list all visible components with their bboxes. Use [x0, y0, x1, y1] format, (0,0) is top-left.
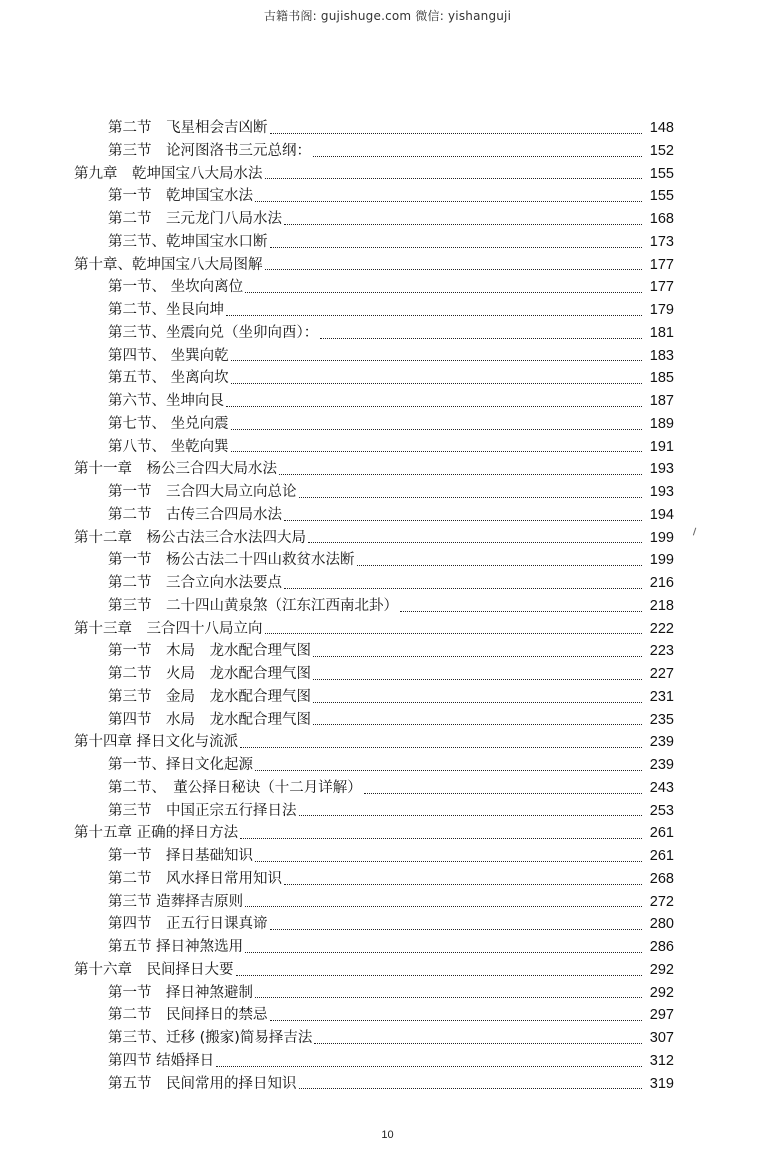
dot-leader: [236, 975, 643, 976]
dot-leader: [284, 588, 642, 589]
toc-section-entry: [74, 322, 674, 345]
toc-section-entry: [74, 913, 674, 936]
toc-entry-page: 199: [649, 529, 674, 546]
dot-leader: [313, 156, 642, 157]
toc-entry-title: 第二节 民间择日的禁忌: [108, 1007, 268, 1024]
toc-section-entry: [74, 367, 674, 390]
toc-entry-title: 第三节 金局 龙水配合理气图: [108, 688, 311, 705]
dot-leader: [226, 406, 642, 407]
toc-entry-page: 155: [649, 188, 674, 205]
watermark-header: 古籍书阁: gujishuge.com 微信: yishanguji: [263, 9, 512, 23]
dot-leader: [308, 542, 642, 543]
dot-leader: [231, 383, 642, 384]
toc-entry-page: 319: [649, 1075, 674, 1092]
toc-entry-page: 239: [649, 734, 674, 751]
toc-section-entry: [74, 413, 674, 436]
toc-entry-page: 168: [649, 211, 674, 227]
toc-entry-page: 194: [649, 506, 674, 523]
toc-section-entry: [74, 663, 674, 686]
toc-entry-title: 第十二章 杨公古法三合水法四大局: [74, 529, 306, 546]
dot-leader: [270, 133, 643, 134]
dot-leader: [265, 269, 643, 270]
dot-leader: [299, 1088, 643, 1089]
toc-entry-page: 148: [649, 120, 674, 136]
toc-entry-page: 177: [649, 256, 674, 273]
toc-section-entry: [74, 390, 674, 413]
toc-entry-title: 第二节 三元龙门八局水法: [108, 211, 282, 227]
dot-leader: [313, 702, 642, 703]
dot-leader: [299, 815, 643, 816]
dot-leader: [255, 861, 642, 862]
toc-entry-title: 第六节、坐坤向艮: [108, 393, 224, 409]
dot-leader: [313, 656, 642, 657]
toc-entry-page: 218: [649, 597, 674, 614]
dot-leader: [245, 906, 642, 907]
toc-entry-title: 第二节、坐艮向坤: [108, 302, 224, 318]
toc-entry-page: 173: [649, 233, 674, 250]
toc-entry-title: 第五节、 坐离向坎: [108, 370, 229, 387]
toc-section-entry: [74, 936, 674, 959]
toc-entry-title: 第一节 三合四大局立向总论: [108, 484, 297, 500]
dot-leader: [320, 338, 642, 339]
toc-section-entry: [74, 1050, 674, 1073]
toc-chapter-entry: [74, 822, 674, 845]
toc-entry-page: 280: [649, 916, 674, 933]
dot-leader: [314, 1043, 642, 1044]
dot-leader: [313, 724, 642, 725]
toc-entry-page: 253: [649, 802, 674, 819]
toc-section-entry: [74, 686, 674, 709]
toc-entry-page: 292: [649, 961, 674, 978]
toc-entry-title: 第三节 二十四山黄泉煞（江东江西南北卦）: [108, 597, 398, 614]
toc-entry-title: 第二节 古传三合四局水法: [108, 506, 282, 523]
dot-leader: [270, 929, 643, 930]
toc-entry-page: 179: [649, 302, 674, 318]
toc-section-entry: [74, 185, 674, 208]
toc-entry-page: 155: [649, 165, 674, 182]
toc-entry-page: 177: [649, 279, 674, 296]
toc-entry-title: 第三节 中国正宗五行择日法: [108, 802, 297, 819]
dot-leader: [245, 952, 642, 953]
toc-entry-title: 第七节、 坐兑向震: [108, 415, 229, 432]
dot-leader: [255, 201, 642, 202]
toc-entry-page: 193: [649, 461, 674, 478]
toc-entry-title: 第二节 飞星相会吉凶断: [108, 120, 268, 136]
toc-entry-title: 第四节 水局 龙水配合理气图: [108, 711, 311, 728]
toc-section-entry: [74, 481, 674, 504]
dot-leader: [255, 770, 642, 771]
toc-section-entry: [74, 1073, 674, 1096]
toc-entry-title: 第一节 杨公古法二十四山救贫水法断: [108, 552, 355, 569]
toc-section-entry: [74, 777, 674, 800]
toc-entry-title: 第十六章 民间择日大要: [74, 961, 234, 978]
toc-section-entry: [74, 640, 674, 663]
toc-entry-title: 第八节、 坐乾向巽: [108, 438, 229, 455]
dot-leader: [240, 838, 642, 839]
toc-chapter-entry: [74, 527, 674, 550]
toc-entry-page: 222: [649, 620, 674, 637]
toc-entry-title: 第一节 乾坤国宝水法: [108, 188, 253, 205]
toc-section-entry: [74, 140, 674, 163]
dot-leader: [240, 747, 642, 748]
toc-entry-page: 272: [649, 893, 674, 910]
toc-entry-page: 235: [649, 711, 674, 728]
toc-entry-title: 第十五章 正确的择日方法: [74, 825, 239, 842]
toc-entry-title: 第三节、坐震向兑（坐卯向酉）：: [108, 324, 319, 341]
toc-section-entry: [74, 572, 674, 595]
toc-entry-page: 231: [649, 688, 674, 705]
dot-leader: [313, 679, 642, 680]
toc-entry-page: 243: [649, 779, 674, 796]
toc-section-entry: [74, 709, 674, 732]
dot-leader: [255, 997, 642, 998]
toc-section-entry: [74, 276, 674, 299]
toc-entry-title: 第一节、 坐坎向离位: [108, 279, 244, 296]
toc-entry-page: 312: [649, 1052, 674, 1069]
toc-entry-page: 261: [649, 848, 674, 864]
dot-leader: [299, 497, 643, 498]
toc-entry-title: 第十一章 杨公三合四大局水法: [74, 461, 277, 478]
table-of-contents: [74, 117, 674, 1095]
dot-leader: [284, 520, 642, 521]
toc-entry-page: 189: [649, 415, 674, 432]
dot-leader: [364, 793, 642, 794]
toc-entry-title: 第五节 民间常用的择日知识: [108, 1075, 297, 1092]
toc-entry-title: 第四节 正五行日课真谛: [108, 916, 268, 933]
toc-entry-title: 第三节、乾坤国宝水口断: [108, 233, 268, 250]
toc-entry-page: 199: [649, 552, 674, 569]
toc-entry-title: 第十四章 择日文化与流派: [74, 734, 239, 751]
toc-chapter-entry: [74, 254, 674, 277]
toc-entry-title: 第二节、 董公择日秘诀（十二月详解）: [108, 779, 362, 796]
dot-leader: [357, 565, 643, 566]
toc-entry-page: 187: [649, 393, 674, 409]
toc-entry-page: 307: [649, 1030, 674, 1046]
dot-leader: [216, 1066, 642, 1067]
toc-entry-title: 第一节 择日神煞避制: [108, 984, 253, 1001]
toc-entry-page: 193: [649, 484, 674, 500]
toc-entry-page: 292: [649, 984, 674, 1001]
toc-entry-title: 第四节、 坐巽向乾: [108, 347, 229, 364]
toc-section-entry: [74, 1004, 674, 1027]
toc-section-entry: [74, 345, 674, 368]
toc-entry-title: 第一节 择日基础知识: [108, 848, 253, 864]
toc-chapter-entry: [74, 163, 674, 186]
toc-section-entry: [74, 299, 674, 322]
toc-chapter-entry: [74, 618, 674, 641]
toc-section-entry: [74, 754, 674, 777]
toc-section-entry: [74, 800, 674, 823]
dot-leader: [270, 247, 643, 248]
toc-section-entry: [74, 436, 674, 459]
toc-section-entry: [74, 549, 674, 572]
toc-section-entry: [74, 868, 674, 891]
toc-section-entry: [74, 117, 674, 140]
toc-chapter-entry: [74, 959, 674, 982]
dot-leader: [284, 884, 642, 885]
toc-section-entry: [74, 504, 674, 527]
toc-entry-title: 第五节 择日神煞选用: [108, 939, 244, 955]
dot-leader: [400, 611, 642, 612]
toc-section-entry: [74, 231, 674, 254]
dot-leader: [265, 178, 643, 179]
toc-section-entry: [74, 845, 674, 868]
toc-entry-title: 第十章、乾坤国宝八大局图解: [74, 256, 263, 273]
toc-entry-title: 第三节 造葬择吉原则: [108, 893, 244, 910]
toc-entry-page: 286: [649, 939, 674, 955]
toc-section-entry: [74, 891, 674, 914]
stray-pen-mark: [693, 528, 699, 537]
toc-entry-title: 第九章 乾坤国宝八大局水法: [74, 165, 263, 182]
toc-entry-title: 第一节、择日文化起源: [108, 757, 253, 773]
toc-entry-page: 216: [649, 575, 674, 591]
toc-entry-page: 261: [649, 825, 674, 842]
toc-entry-page: 181: [649, 324, 674, 341]
toc-entry-page: 152: [649, 142, 674, 159]
dot-leader: [231, 429, 642, 430]
toc-chapter-entry: [74, 731, 674, 754]
toc-entry-title: 第二节 风水择日常用知识: [108, 870, 282, 887]
dot-leader: [226, 315, 642, 316]
dot-leader: [284, 224, 642, 225]
toc-chapter-entry: [74, 458, 674, 481]
dot-leader: [279, 474, 642, 475]
toc-entry-page: 223: [649, 643, 674, 660]
toc-entry-page: 185: [649, 370, 674, 387]
toc-entry-page: 183: [649, 347, 674, 364]
toc-entry-title: 第二节 三合立向水法要点: [108, 575, 282, 591]
toc-entry-title: 第三节、迁移 (搬家)简易择吉法: [108, 1030, 313, 1046]
dot-leader: [245, 292, 642, 293]
page-number: 10: [381, 1129, 394, 1141]
toc-entry-page: 239: [649, 757, 674, 773]
toc-entry-title: 第十三章 三合四十八局立向: [74, 620, 263, 637]
dot-leader: [231, 360, 642, 361]
toc-entry-page: 268: [649, 870, 674, 887]
toc-entry-title: 第三节 论河图洛书三元总纲：: [108, 142, 311, 159]
dot-leader: [270, 1020, 643, 1021]
dot-leader: [265, 633, 643, 634]
toc-entry-title: 第二节 火局 龙水配合理气图: [108, 666, 311, 682]
toc-section-entry: [74, 208, 674, 231]
toc-entry-title: 第四节 结婚择日: [108, 1052, 215, 1069]
toc-section-entry: [74, 982, 674, 1005]
toc-entry-page: 191: [649, 438, 674, 455]
toc-entry-page: 297: [649, 1007, 674, 1024]
toc-section-entry: [74, 1027, 674, 1050]
toc-section-entry: [74, 595, 674, 618]
dot-leader: [231, 451, 642, 452]
toc-entry-page: 227: [649, 666, 674, 682]
toc-entry-title: 第一节 木局 龙水配合理气图: [108, 643, 311, 660]
